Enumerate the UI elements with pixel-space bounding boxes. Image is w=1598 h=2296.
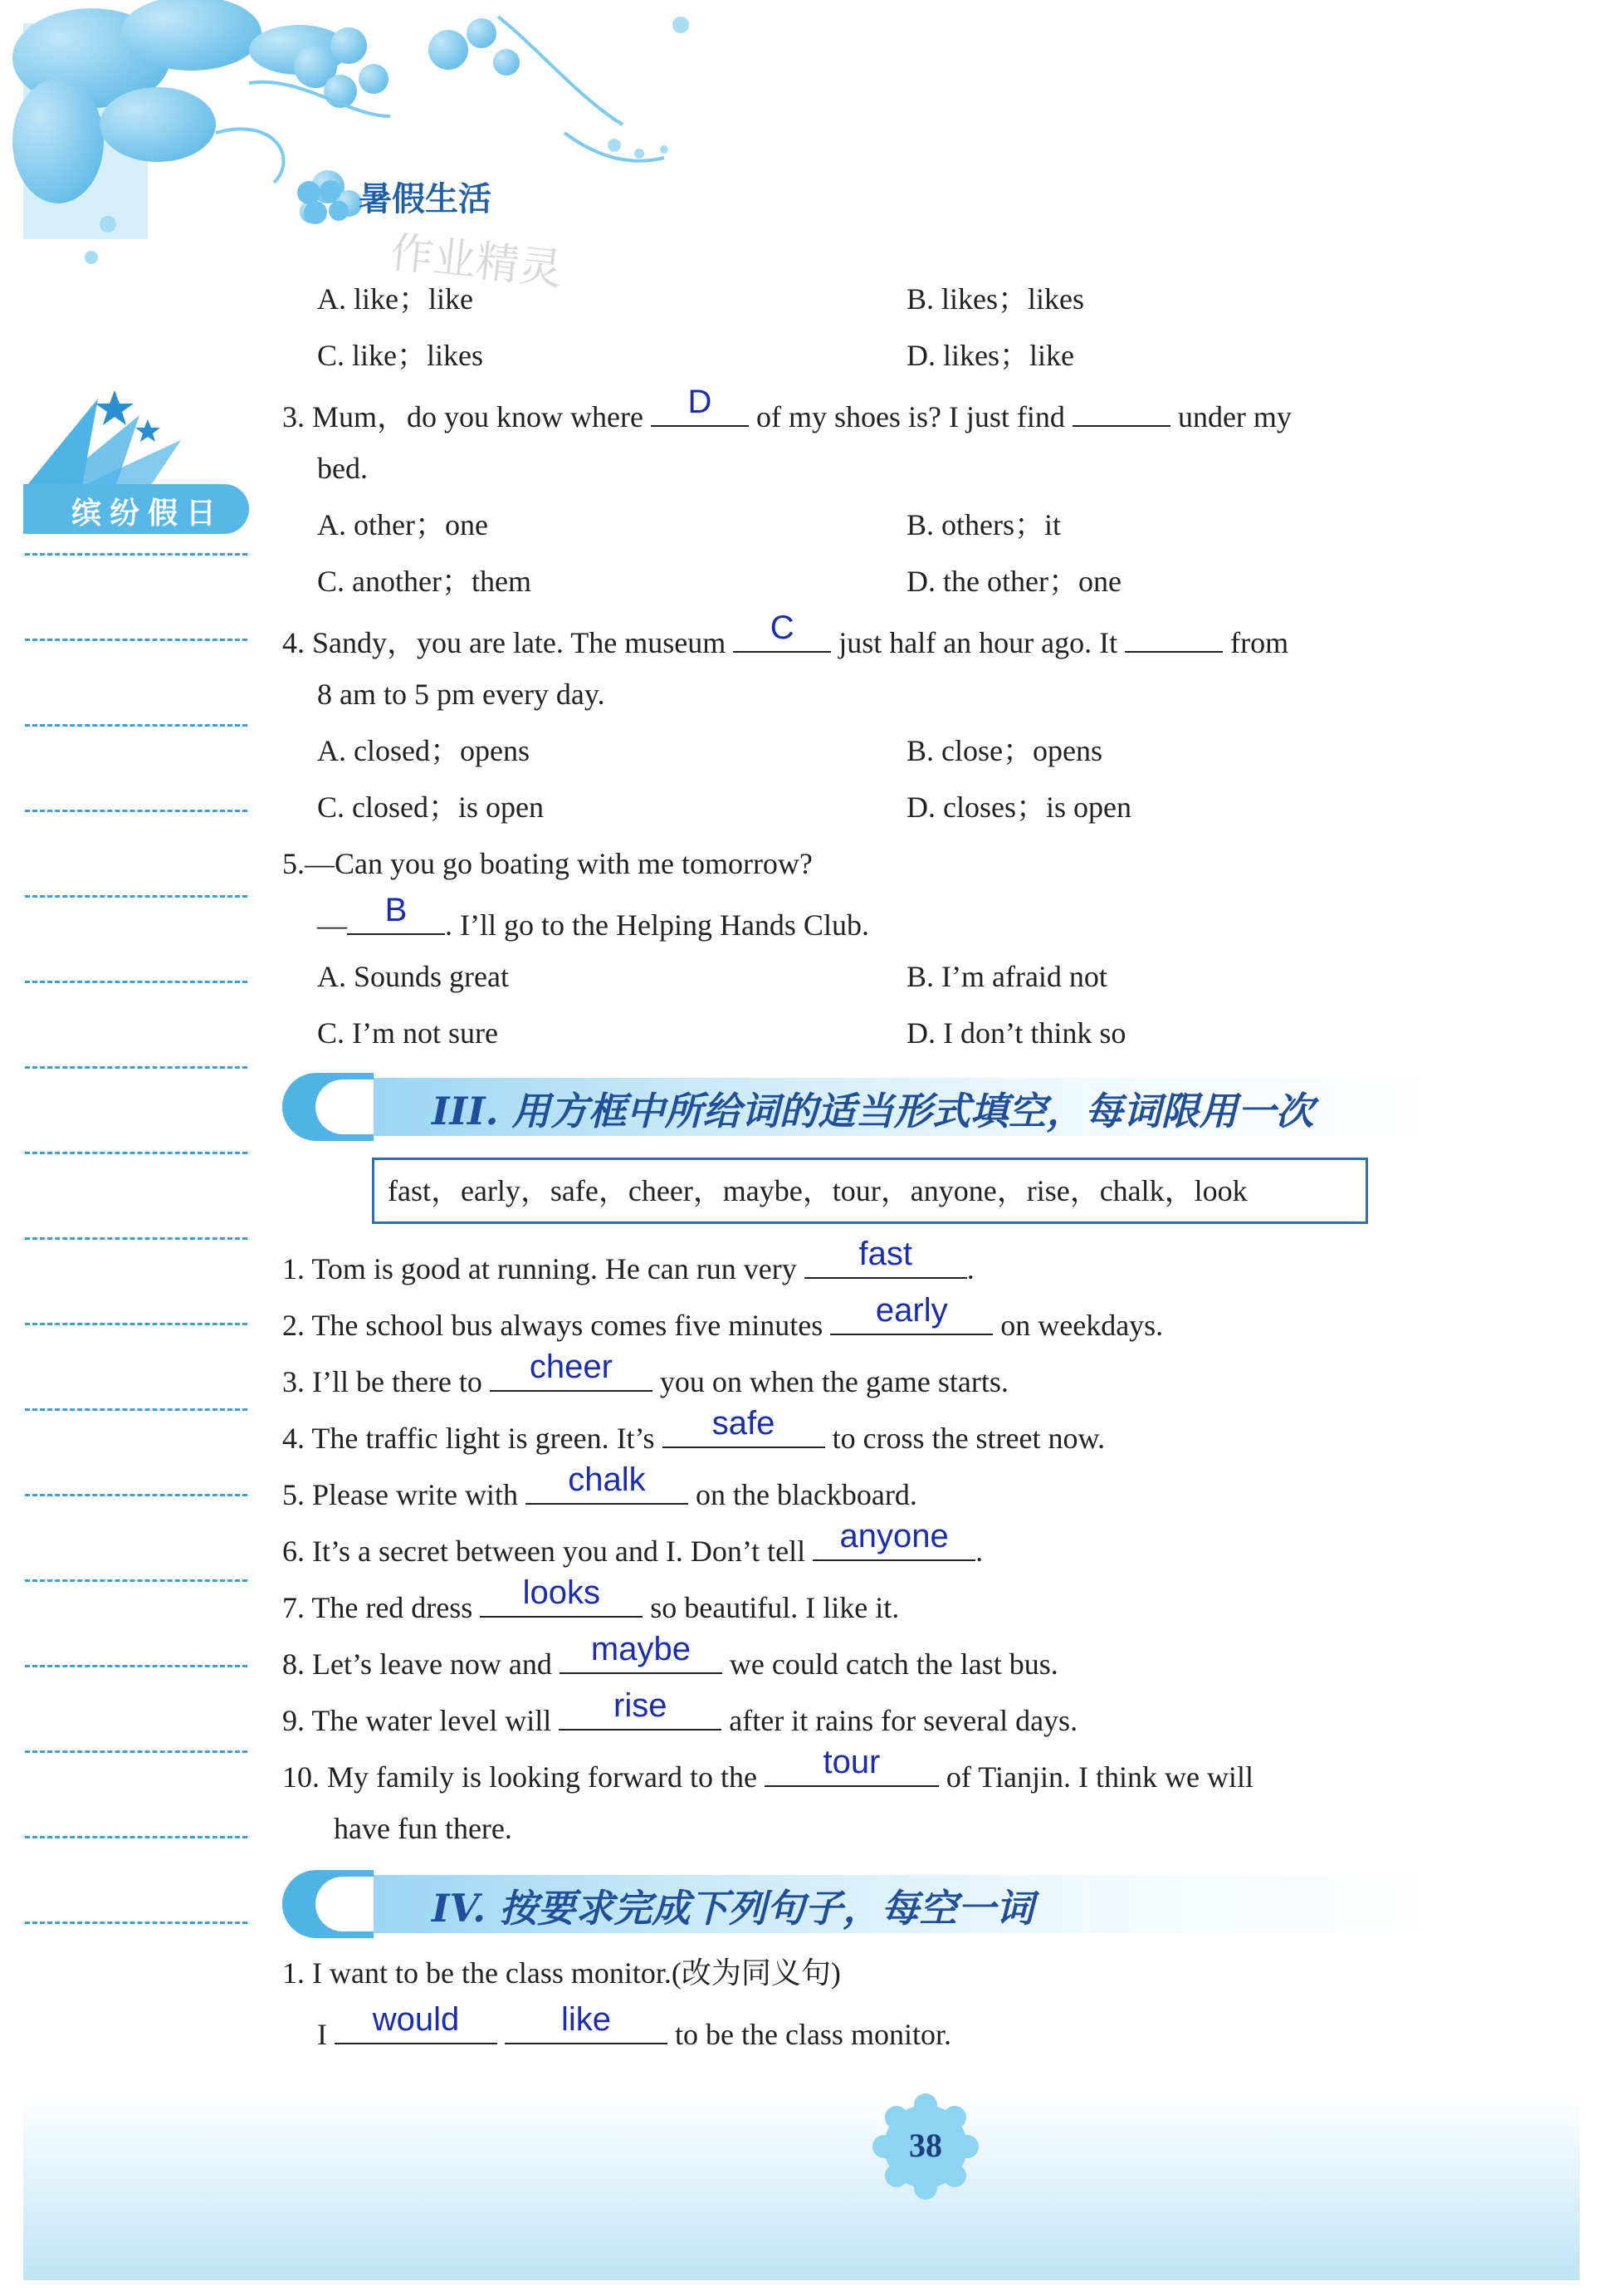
question-text: Sandy，you are late. The museum [312,626,726,659]
question-text: have fun there. [334,1812,512,1845]
word-box: fast，early，safe，cheer，maybe，tour，anyone，rise，chalk，look [372,1158,1368,1224]
starburst-decoration [23,382,206,490]
option: A. closed；opens [317,734,530,767]
reply-dash: — [317,908,347,942]
answer-text: chalk [568,1461,646,1498]
question-number: 1. [282,1252,305,1285]
question-text: to cross the street now. [832,1422,1106,1455]
section-3-title: III. 用方框中所给词的适当形式填空，每词限用一次 [432,1089,1314,1133]
option: C. like；likes [317,339,483,372]
rewrite-answer-1 [317,2001,951,2054]
footer-background [23,2093,1580,2280]
answer-text: D [687,384,712,420]
question-number: 4. [282,1422,305,1455]
option: D. closes；is open [907,791,1131,824]
fill-item-8 [282,1631,1058,1684]
fill-item-3 [282,1349,1009,1402]
question-text: just half an hour ago. It [838,626,1118,659]
answer-text: would [372,2001,460,2038]
question-text: . [966,1252,975,1285]
answer-blank[interactable] [1073,392,1170,427]
question-number: 4. [282,626,305,659]
option: B. others；it [907,508,1061,541]
side-dash-line [25,1323,247,1325]
watermark: 作业精灵 [387,228,565,296]
question-number: 5. [282,1478,305,1511]
option: D. likes；like [907,339,1074,372]
side-dash-line [25,1579,247,1582]
side-tag-label: 缤纷假日 [71,497,225,531]
fill-item-5 [282,1461,917,1515]
answer-blank[interactable] [651,384,749,427]
option: B. I’m afraid not [907,960,1107,993]
question-text: It’s a secret between you and I. Don’t tell [312,1535,806,1568]
question-number: 5. [282,847,305,880]
option: A. like；like [317,282,473,316]
question-text: after it rains for several days. [729,1704,1078,1737]
answer-blank[interactable] [335,2001,497,2044]
option: A. Sounds great [317,960,509,993]
side-dash-line [25,810,247,812]
question-number: 10. [282,1760,320,1794]
flower-icon [291,176,357,234]
reply-text: . I’ll go to the Helping Hands Club. [445,908,869,942]
fill-item-4 [282,1405,1106,1458]
answer-blank[interactable] [830,1292,993,1335]
question-text: Mum，do you know where [312,400,643,433]
question-5 [282,844,813,884]
answer-text: safe [711,1405,775,1442]
question-number: 1. [282,1956,305,1990]
fill-item-6 [282,1518,984,1571]
option: A. other；one [317,508,488,541]
question-text: The traffic light is green. It’s [311,1422,655,1455]
answer-text: fast [858,1236,912,1272]
question-number: 3. [282,1365,305,1398]
question-3 [282,384,1292,437]
side-dash-line [25,1237,247,1240]
answer-blank[interactable] [1125,618,1223,653]
side-dash-line [25,1066,247,1069]
header-title: 暑假生活 [359,180,491,218]
question-number: 7. [282,1591,305,1624]
question-text: you on when the game starts. [659,1365,1009,1398]
question-number: 8. [282,1647,305,1681]
answer-text: rise [613,1687,667,1724]
question-text: we could catch the last bus. [729,1647,1058,1681]
question-text: under my [1177,400,1292,433]
question-text: I want to be the class monitor.(改为同义句) [312,1956,841,1990]
side-dash-line [25,553,247,556]
option: D. I don’t think so [907,1016,1126,1050]
answer-blank[interactable] [347,892,445,935]
rewrite-item-1 [282,1953,841,1993]
answer-text: like [560,2001,612,2038]
question-text: of my shoes is? I just find [755,400,1065,433]
answer-blank[interactable] [490,1349,652,1392]
side-dash-line [25,1921,247,1924]
side-dash-line [25,1152,247,1154]
question-4 [282,609,1289,663]
question-number: 9. [282,1704,305,1737]
question-text: 8 am to 5 pm every day. [317,678,605,711]
answer-text: cheer [529,1349,613,1385]
reply-line [317,892,869,945]
option: C. I’m not sure [317,1016,498,1050]
question-text: bed. [317,452,368,485]
answer-blank[interactable] [804,1236,967,1279]
answer-blank[interactable] [765,1744,939,1787]
side-dash-line [25,1836,247,1838]
banner-cap-inner [315,1877,374,1931]
question-text: . [975,1535,984,1568]
question-text: of Tianjin. I think we will [946,1760,1253,1794]
answer-blank[interactable] [662,1405,825,1448]
answer-text: maybe [590,1631,691,1667]
option: C. closed；is open [317,791,544,824]
question-text: to be the class monitor. [675,2018,951,2051]
banner-cap-inner [315,1079,374,1134]
question-text: The school bus always comes five minutes [311,1309,823,1342]
answer-text: B [384,892,408,928]
question-text: so beautiful. I like it. [650,1591,900,1624]
question-number: 3. [282,400,305,433]
question-text: Tom is good at running. He can run very [311,1252,797,1285]
question-text: —Can you go boating with me tomorrow? [305,847,813,880]
side-dash-line [25,1408,247,1411]
side-dash-line [25,895,247,898]
answer-blank[interactable] [559,1687,721,1731]
side-dash-line [25,1494,247,1496]
section-4-banner [282,1870,1444,1938]
answer-blank[interactable] [560,1631,722,1674]
side-dash-line [25,1665,247,1667]
answer-blank[interactable] [480,1574,643,1618]
page-number: 38 [909,2127,942,2164]
fill-item-2 [282,1292,1164,1345]
option: B. likes；likes [907,282,1084,316]
question-text: on the blackboard. [695,1478,917,1511]
fill-item-9 [282,1687,1078,1740]
answer-text: early [875,1292,948,1329]
answer-text: looks [522,1574,600,1611]
question-number: 6. [282,1535,305,1568]
side-dash-line [25,639,247,641]
answer-blank[interactable] [505,2001,667,2044]
answer-blank[interactable] [525,1461,688,1505]
question-text: on weekdays. [1000,1309,1164,1342]
question-text: from [1230,626,1289,659]
question-text: I’ll be there to [312,1365,482,1398]
question-text: Please write with [312,1478,518,1511]
fill-item-1 [282,1236,975,1289]
answer-text: anyone [839,1518,949,1554]
section-3-banner [282,1073,1444,1141]
side-dash-line [25,724,247,727]
option: B. close；opens [907,734,1102,767]
answer-text: tour [823,1744,881,1780]
side-dash-line [25,981,247,983]
option: D. the other；one [907,565,1122,598]
section-4-title: IV. 按要求完成下列句子，每空一词 [432,1886,1034,1931]
option: C. another；them [317,565,531,598]
answer-text: C [770,609,794,646]
question-text: The water level will [311,1704,552,1737]
question-text: My family is looking forward to the [327,1760,757,1794]
question-text: The red dress [311,1591,473,1624]
answer-blank[interactable] [813,1518,975,1561]
question-number: 2. [282,1309,305,1342]
answer-blank[interactable] [733,609,831,653]
question-text: I [317,2018,327,2051]
fill-item-10 [282,1744,1253,1797]
question-text: Let’s leave now and [312,1647,552,1681]
side-dash-line [25,1750,247,1753]
fill-item-7 [282,1574,900,1628]
